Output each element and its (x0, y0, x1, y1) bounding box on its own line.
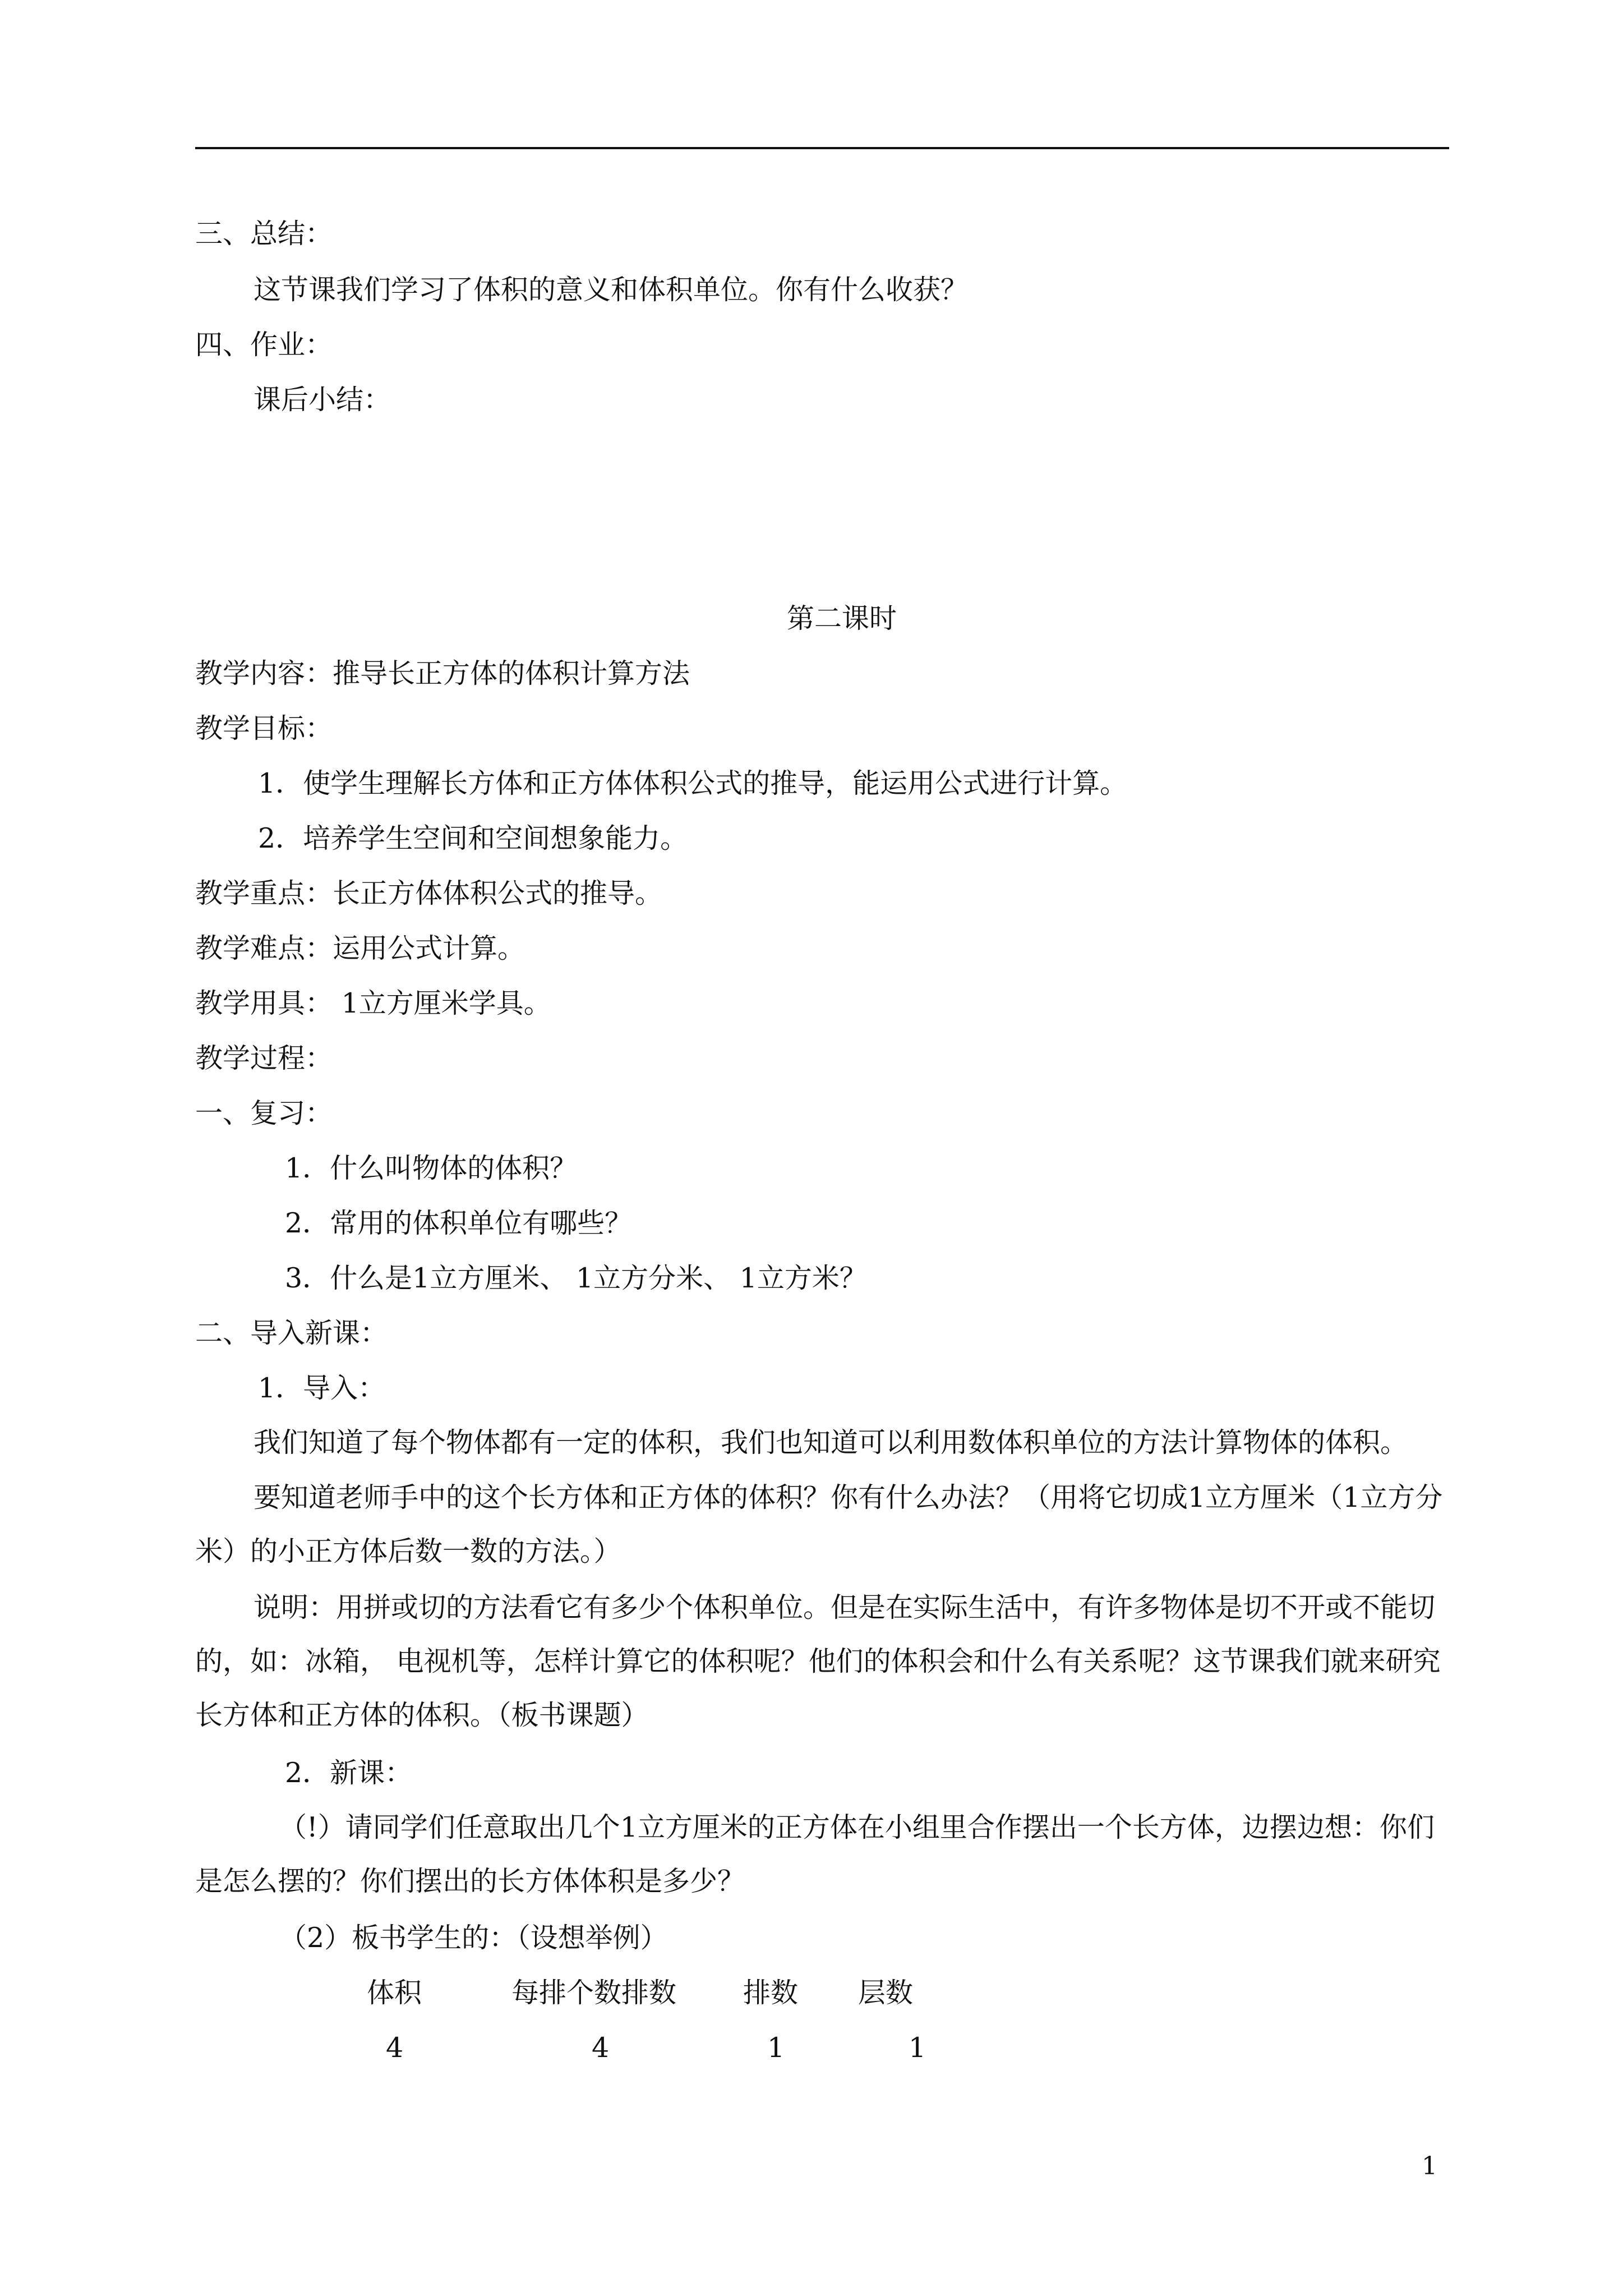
objective-item: 2．培养学生空间和空间想象能力。 (258, 822, 688, 854)
section-4-heading: 四、作业： (195, 329, 333, 361)
table-cell: 1 (909, 2032, 926, 2064)
new-label: 2．新课： (285, 1757, 413, 1789)
section-3-heading: 三、总结： (195, 218, 333, 250)
table-cell: 1 (767, 2032, 785, 2064)
review-item: 1．什么叫物体的体积？ (285, 1152, 578, 1184)
review-item: 3．什么是1立方厘米、 1立方分米、 1立方米？ (285, 1262, 867, 1294)
header-rule (195, 147, 1449, 149)
review-item: 2．常用的体积单位有哪些？ (285, 1207, 633, 1239)
review-heading: 一、复习： (195, 1097, 333, 1129)
teaching-tools: 教学用具： 1立方厘米学具。 (195, 987, 551, 1019)
new-lesson-heading: 二、导入新课： (195, 1317, 388, 1349)
table-cell: 4 (386, 2032, 404, 2064)
process-label: 教学过程： (195, 1042, 333, 1074)
page-number: 1 (1422, 2152, 1437, 2180)
intro-paragraph: 要知道老师手中的这个长方体和正方体的体积？你有什么办法？（用将它切成1立方厘米（1立方分米）的小正方体后数一数的方法。） (195, 1481, 1443, 1567)
table-header-cell: 体积 (367, 1977, 422, 2009)
difficulty: 教学难点：运用公式计算。 (195, 932, 525, 964)
lesson-content: 教学内容：推导长正方体的体积计算方法 (195, 657, 690, 689)
section-4-text: 课后小结： (253, 384, 391, 416)
table-header-cell: 每排个数排数 (511, 1977, 677, 2009)
explanation-paragraph: 说明：用拼或切的方法看它有多少个体积单位。但是在实际生活中，有许多物体是切不开或不能切的，如：冰箱， 电视机等，怎样计算它的体积呢？他们的体积会和什么有关系呢？这节课我们就来研究长方体和正方体的体积。（板书课题） (195, 1591, 1441, 1731)
key-point: 教学重点：长正方体体积公式的推导。 (195, 877, 663, 909)
objectives-label: 教学目标： (195, 712, 333, 744)
section-3-text: 这节课我们学习了体积的意义和体积单位。你有什么收获？ (253, 274, 969, 306)
step-1-paragraph: （!）请同学们任意取出几个1立方厘米的正方体在小组里合作摆出一个长方体，边摆边想：你们是怎么摆的？你们摆出的长方体体积是多少？ (195, 1811, 1435, 1897)
table-header-cell: 层数 (858, 1977, 914, 2009)
step-2-text: （2）板书学生的：（设想举例） (279, 1922, 668, 1954)
table-header-cell: 排数 (743, 1977, 799, 2009)
intro-paragraph: 我们知道了每个物体都有一定的体积，我们也知道可以利用数体积单位的方法计算物体的体积。 (253, 1427, 1408, 1458)
table-cell: 4 (592, 2032, 610, 2064)
lesson-title: 第二课时 (787, 602, 897, 634)
intro-label: 1．导入： (258, 1372, 386, 1404)
objective-item: 1．使学生理解长方体和正方体体积公式的推导，能运用公式进行计算。 (258, 767, 1128, 799)
